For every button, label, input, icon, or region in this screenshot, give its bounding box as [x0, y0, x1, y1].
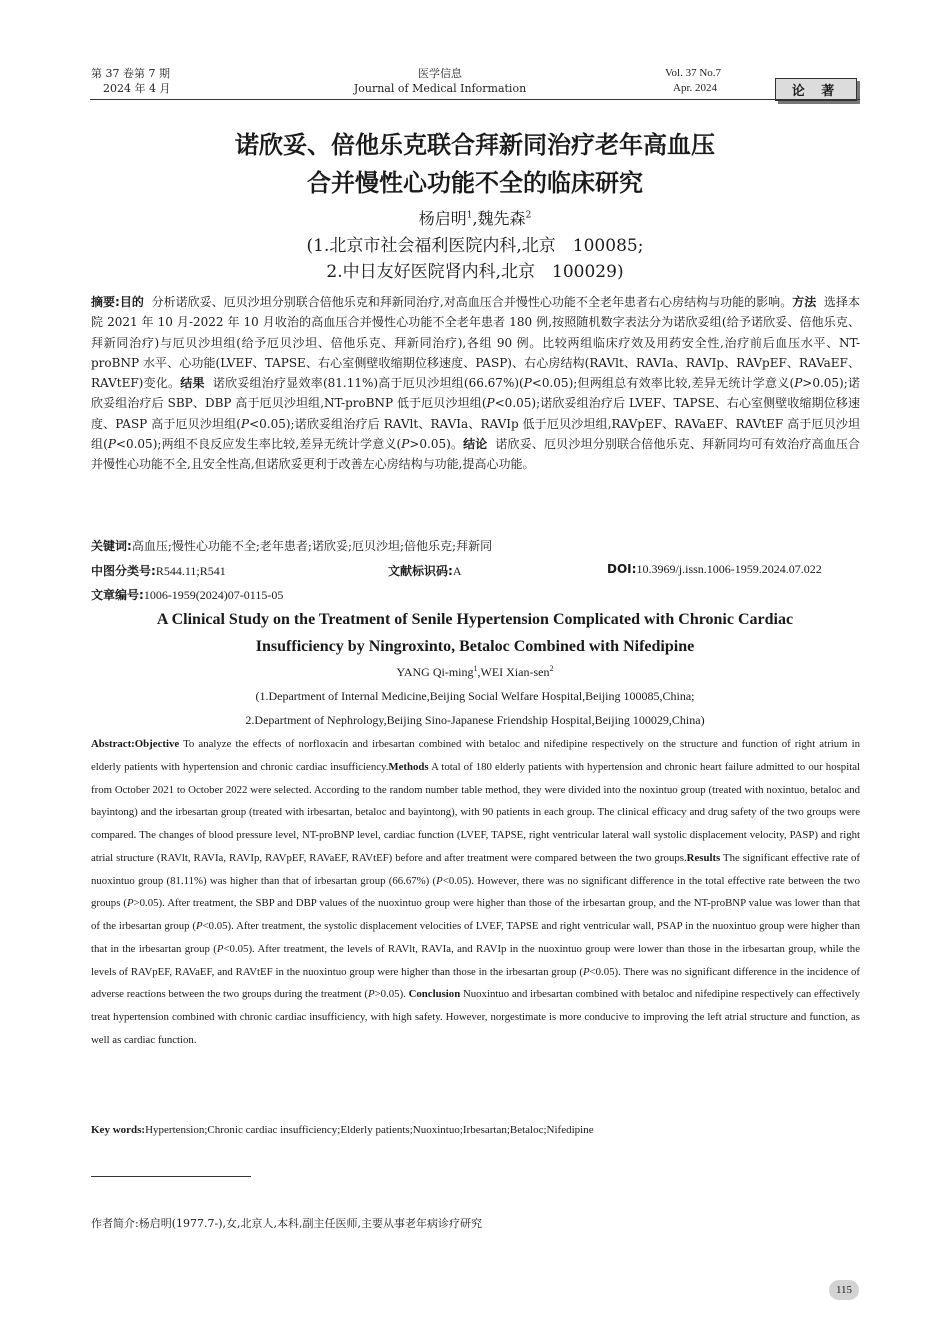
clc-number: [91, 562, 226, 579]
methods-en-text: A total of 180 elderly patients with hypertension and chronic heart failure admitted to our hospital from October 2021 to October 2022 were selected. According to the random number table method, they were divided into the noxintuo group (treated with noxintuo, betaloc and bayintong) and the irbesartan group (treated with irbesartan, betaloc and bayintong), with 90 patients in each group. The clinical efficacy and drug safety of the two groups were compared. The changes of blood pressure level, NT-proBNP level, cardiac function (LVEF, TAPSE, right ventricular lateral wall systolic displacement velocity, PASP) and right atrial structure (RAVlt, RAVIa, RAVIp, RAVpEF, RAVaEF, RAVtEF) before and after treatment were compared between the two groups.: [91, 760, 860, 864]
date-en: Apr. 2024: [673, 82, 717, 94]
doi: [607, 562, 822, 577]
journal-name: [0, 66, 880, 96]
title-en-line2: Insufficiency by Ningroxinto, Betaloc Combined with Nifedipine: [255, 638, 695, 655]
title-cn-line2: 合并慢性心功能不全的临床研究: [307, 168, 643, 197]
title-en: [0, 606, 950, 660]
keywords-cn-label: 关键词:: [91, 539, 132, 553]
affiliation-cn-2: 2.中日友好医院肾内科,北京 100029): [326, 262, 624, 282]
doi-label: DOI:: [607, 562, 637, 576]
results-en-text: <0.05). After treatment, the levels of RAVlt, RAVIa, and RAVIp in the nuoxintuo group were lower than those in the irbesartan group, while the levels of RAVpEF, RAVaEF, and RAVtEF in the nuoxintuo group were higher than those in the irbesartan group (: [91, 942, 861, 978]
affiliations-en: [0, 684, 950, 732]
footnote-rule: [91, 1176, 251, 1177]
author-2-cn: 魏先森: [477, 209, 526, 228]
doc-code-label: 文献标识码:: [388, 564, 453, 578]
keywords-cn: [91, 537, 492, 554]
results-en-text: <0.05). After treatment, the systolic displacement velocities of LVEF, TAPSE and right ventricular wall, PSAP in the nuoxintuo group were higher than that in the irbesartan group (: [91, 920, 860, 955]
p-value-symbol: P: [195, 920, 203, 932]
results-en-text: >0.05). After treatment, the SBP and DBP values of the nuoxintuo group were higher than those of the irbesartan group, and the NT-proBNP value was lower than that of the irbesartan group (: [91, 897, 860, 932]
keywords-en-text: Hypertension;Chronic cardiac insufficiency;Elderly patients;Nuoxintuo;Irbesartan;Betaloc;Nifedipine: [145, 1124, 594, 1136]
clc-label: 中图分类号:: [91, 564, 156, 578]
author-2-en-sup: 2: [549, 664, 554, 673]
p-value-symbol: P: [126, 897, 134, 910]
objective-cn-label: 目的: [119, 295, 144, 309]
p-value-symbol: P: [107, 437, 116, 452]
keywords-en-label: Key words:: [91, 1124, 146, 1136]
keywords-cn-text: 高血压;慢性心功能不全;老年患者;诺欣妥;厄贝沙坦;倍他乐克;拜新同: [131, 539, 493, 553]
author-en-sep: ,: [477, 665, 481, 679]
clc-value: R544.11;R541: [155, 564, 226, 578]
journal-name-cn: 医学信息: [418, 67, 462, 80]
affiliations-cn: [0, 233, 950, 285]
results-cn-label: 结果: [180, 376, 205, 391]
results-cn-text: 诺欣妥组治疗显效率(81.11%)高于厄贝沙坦组(66.67%)(: [212, 376, 524, 391]
methods-en-label: Methods: [388, 760, 429, 773]
author-1-en-sup: 1: [473, 664, 478, 673]
results-cn-text: <0.05);诺欣妥组治疗后 RAVlt、RAVIa、RAVIp 低于厄贝沙坦组,RAVpEF、RAVaEF、RAVtEF 高于厄贝沙坦组(: [91, 416, 861, 452]
document-code: [388, 562, 461, 579]
volume-issue-cn: 第 37 卷第 7 期: [91, 67, 170, 80]
p-value-symbol: P: [582, 965, 590, 978]
author-sep: ,: [472, 209, 478, 228]
methods-cn-label: 方法: [792, 295, 817, 309]
doc-code-value: A: [452, 564, 462, 578]
results-cn-text: <0.05);诺欣妥组治疗后 LVEF、TAPSE、右心室侧壁收缩期位移速度、PASP 高于厄贝沙坦组(: [91, 396, 860, 431]
affiliation-en-2: 2.Department of Nephrology,Beijing Sino-Japanese Friendship Hospital,Beijing 100029,China): [245, 713, 705, 727]
author-1-cn: 杨启明: [418, 209, 467, 228]
p-value-symbol: P: [523, 376, 532, 391]
results-en-text: <0.05). However, there was no significant difference in the total effective rate between the two groups (: [91, 874, 860, 910]
author-2-en: WEI Xian-sen: [480, 665, 550, 679]
abstract-cn-label: 摘要:: [91, 295, 120, 309]
methods-cn-text: 选择本院 2021 年 10 月-2022 年 10 月收治的高血压合并慢性心功能不全老年患者 180 例,按照随机数字表法分为诺欣妥组(给予诺欣妥、倍他乐克、拜新同治疗)与厄贝沙坦组(给予厄贝沙坦、倍他乐克、拜新同治疗),各组 90 例。比较两组临床疗效及用药安全性,治疗前后血压水平、NT-proBNP 水平、心功能(LVEF、TAPSE、右心室侧壁收缩期位移速度、PASP)、右心房结构(RAVlt、RAVIa、RAVIp、RAVpEF、RAVaEF、RAVtEF)变化。: [91, 295, 860, 391]
results-en-text: >0.05).: [374, 988, 406, 1001]
objective-en-text: To analyze the effects of norfloxacin and irbesartan combined with betaloc and nifedipine respectively on the structure and function of right atrium in elderly patients with hypertension and chronic cardiac insufficiency.: [91, 738, 860, 773]
conclusion-cn-text: 诺欣妥、厄贝沙坦分别联合倍他乐克、拜新同均可有效治疗高血压合并慢性心功能不全,且安全性高,但诺欣妥更利于改善左心房结构与功能,提高心功能。: [91, 437, 860, 472]
objective-en-label: Objective: [134, 738, 180, 750]
p-value-symbol: P: [436, 874, 443, 887]
article-type-tag: 论 著: [775, 78, 857, 101]
authors-en: [0, 664, 950, 680]
title-cn: [0, 126, 950, 202]
header-rule: [90, 99, 860, 100]
results-en-text: The significant effective rate of nuoxintuo group (81.11%) was higher than that of irbesartan group (66.67%) (: [91, 851, 860, 887]
results-cn-text: <0.05);但两组总有效率比较,差异无统计学意义(: [531, 376, 795, 391]
author-1-en: YANG Qi-ming: [396, 665, 474, 679]
authors-cn: [0, 206, 950, 229]
results-cn-text: <0.05);两组不良反应发生率比较,差异无统计学意义(: [115, 437, 402, 452]
author-1-sup: 1: [466, 210, 473, 221]
p-value-symbol: P: [367, 988, 375, 1001]
conclusion-cn-label: 结论: [463, 437, 488, 452]
p-value-symbol: P: [486, 396, 495, 411]
conclusion-en-text: Nuoxintuo and irbesartan combined with betaloc and nifedipine respectively can effectively treat hypertension combined with chronic cardiac insufficiency, with high safety. However, norgestimate is more conducive to improving the left atrial structure and function, as well as cardiac function.: [91, 988, 860, 1046]
author-2-sup: 2: [525, 210, 532, 221]
objective-cn-text: 分析诺欣妥、厄贝沙坦分别联合倍他乐克和拜新同治疗,对高血压合并慢性心功能不全老年患者右心房结构与功能的影响。: [151, 295, 793, 309]
title-en-line1: A Clinical Study on the Treatment of Senile Hypertension Complicated with Chronic Cardiac: [156, 611, 794, 628]
page-number: 115: [829, 1280, 859, 1300]
conclusion-en-label: Conclusion: [408, 988, 461, 1001]
results-cn-text: >0.05);诺欣妥组治疗后 SBP、DBP 高于厄贝沙坦组,NT-proBNP 低于厄贝沙坦组(: [91, 376, 860, 411]
results-en-text: <0.05). There was no significant difference in the incidence of adverse reactions between the two groups during the treatment (: [91, 965, 860, 1001]
p-value-symbol: P: [240, 416, 250, 431]
keywords-en: [91, 1124, 594, 1136]
article-number-value: 1006-1959(2024)07-0115-05: [143, 588, 284, 602]
author-bio-footnote: 作者简介:杨启明(1977.7-),女,北京人,本科,副主任医师,主要从事老年病诊疗研究: [91, 1217, 482, 1230]
results-cn-text: >0.05)。: [409, 437, 464, 452]
doi-value: 10.3969/j.issn.1006-1959.2024.07.022: [636, 562, 822, 576]
abstract-cn: [91, 292, 860, 475]
affiliation-en-1: (1.Department of Internal Medicine,Beijing Social Welfare Hospital,Beijing 100085,China;: [255, 689, 695, 703]
article-number: [91, 586, 283, 603]
p-value-symbol: P: [216, 942, 224, 955]
title-cn-line1: 诺欣妥、倍他乐克联合拜新同治疗老年高血压: [235, 130, 715, 159]
results-en-label: Results: [686, 851, 721, 864]
abstract-en-label: Abstract:: [91, 738, 135, 750]
journal-name-en: Journal of Medical Information: [353, 82, 527, 95]
p-value-symbol: P: [401, 437, 410, 452]
volume-issue-en: Vol. 37 No.7: [665, 67, 722, 79]
abstract-en: [91, 733, 860, 1052]
affiliation-cn-1: (1.北京市社会福利医院内科,北京 100085;: [306, 236, 644, 256]
date-cn: 2024 年 4 月: [103, 82, 171, 95]
journal-volume-en: [665, 66, 721, 96]
article-number-label: 文章编号:: [91, 588, 144, 602]
p-value-symbol: P: [794, 376, 803, 391]
